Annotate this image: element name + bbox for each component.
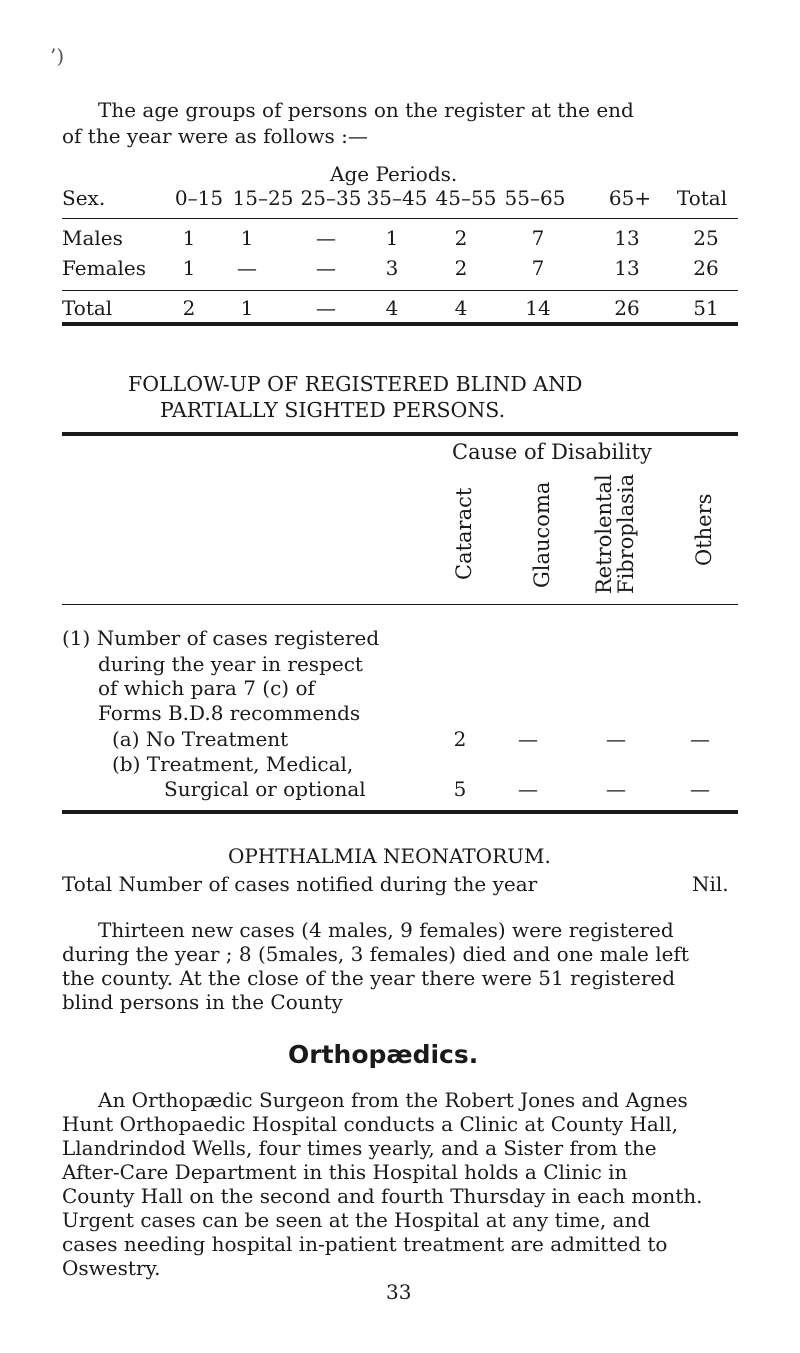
paragraph-line: Oswestry. xyxy=(62,1256,161,1280)
row-label: Surgical or optional xyxy=(164,777,366,801)
cell: — xyxy=(518,727,538,751)
page-number: 33 xyxy=(386,1280,412,1304)
paragraph-line: blind persons in the County xyxy=(62,990,343,1014)
row-label: Females xyxy=(62,256,147,280)
cell: 13 xyxy=(614,226,640,250)
cell: 2 xyxy=(454,256,468,280)
row-label: (b) Treatment, Medical, xyxy=(112,752,354,776)
cell: — xyxy=(606,727,626,751)
cell: 2 xyxy=(454,226,468,250)
cell: 1 xyxy=(240,226,254,250)
item-text: (1) Number of cases registered xyxy=(62,626,380,650)
cell: 1 xyxy=(385,226,399,250)
cell: 2 xyxy=(453,727,467,751)
intro-line-1: The age groups of persons on the register at the end xyxy=(98,98,634,122)
age-periods-heading: Age Periods. xyxy=(330,162,458,186)
cell: 5 xyxy=(453,777,467,801)
cell: — xyxy=(316,226,336,250)
col-header-retrolental: Retrolental xyxy=(592,474,616,594)
table-rule xyxy=(62,432,738,436)
cell: — xyxy=(606,777,626,801)
cell: — xyxy=(518,777,538,801)
col-header-glaucoma: Glaucoma xyxy=(530,481,554,588)
cell: 51 xyxy=(693,296,719,320)
paragraph-line: Urgent cases can be seen at the Hospital at any time, and xyxy=(62,1208,651,1232)
cell: 1 xyxy=(182,256,196,280)
col-header-fibroplasia: Fibroplasia xyxy=(614,473,638,594)
cell: — xyxy=(237,256,257,280)
cell: — xyxy=(690,777,710,801)
table-rule xyxy=(62,810,738,814)
section-heading: OPHTHALMIA NEONATORUM. xyxy=(228,844,551,868)
item-text: of which para 7 (c) of xyxy=(98,676,315,700)
cell: — xyxy=(690,727,710,751)
table-rule xyxy=(62,322,738,326)
col-header: 0–15 xyxy=(174,186,224,210)
cell: 13 xyxy=(614,256,640,280)
table-rule xyxy=(62,604,738,605)
cell: 4 xyxy=(385,296,399,320)
section-title: PARTIALLY SIGHTED PERSONS. xyxy=(160,398,506,422)
col-header: 35–45 xyxy=(366,186,428,210)
paragraph-line: Llandrindod Wells, four times yearly, and a Sister from the xyxy=(62,1136,657,1160)
cell: 2 xyxy=(182,296,196,320)
cell: 3 xyxy=(385,256,399,280)
table-rule xyxy=(62,218,738,219)
cell: 26 xyxy=(693,256,719,280)
paragraph-line: An Orthopædic Surgeon from the Robert Jones and Agnes xyxy=(98,1088,688,1112)
total-cases-label: Total Number of cases notified during the year xyxy=(62,872,538,896)
cause-heading: Cause of Disability xyxy=(452,440,652,464)
row-label: Total xyxy=(62,296,113,320)
cell: 1 xyxy=(182,226,196,250)
cell: 26 xyxy=(614,296,640,320)
item-text: Forms B.D.8 recommends xyxy=(98,701,361,725)
cell: 25 xyxy=(693,226,719,250)
intro-line-2: of the year were as follows :— xyxy=(62,124,368,148)
col-header: 65+ xyxy=(608,186,652,210)
col-header: 45–55 xyxy=(435,186,497,210)
paragraph-line: cases needing hospital in-patient treatment are admitted to xyxy=(62,1232,668,1256)
table-rule xyxy=(62,290,738,291)
section-heading: Orthopædics. xyxy=(288,1040,479,1069)
paragraph-line: After-Care Department in this Hospital holds a Clinic in xyxy=(62,1160,628,1184)
col-header-others: Others xyxy=(692,493,716,566)
cell: — xyxy=(316,256,336,280)
paragraph-line: Thirteen new cases (4 males, 9 females) were registered xyxy=(98,918,674,942)
row-label: (a) No Treatment xyxy=(112,727,289,751)
row-label: Males xyxy=(62,226,123,250)
col-header: 15–25 xyxy=(232,186,294,210)
col-header-cataract: Cataract xyxy=(452,487,476,580)
col-header: Sex. xyxy=(62,186,106,210)
item-text: during the year in respect xyxy=(98,652,363,676)
col-header: 25–35 xyxy=(300,186,362,210)
page-mark: ’) xyxy=(50,44,65,68)
cell: 1 xyxy=(240,296,254,320)
cell: 7 xyxy=(531,226,545,250)
cell: 7 xyxy=(531,256,545,280)
cell: — xyxy=(316,296,336,320)
paragraph-line: County Hall on the second and fourth Thursday in each month. xyxy=(62,1184,703,1208)
paragraph-line: Hunt Orthopaedic Hospital conducts a Clinic at County Hall, xyxy=(62,1112,679,1136)
paragraph-line: during the year ; 8 (5males, 3 females) died and one male left xyxy=(62,942,689,966)
col-header: Total xyxy=(676,186,728,210)
cell: 4 xyxy=(454,296,468,320)
cell: 14 xyxy=(525,296,551,320)
paragraph-line: the county. At the close of the year there were 51 registered xyxy=(62,966,676,990)
total-cases-value: Nil. xyxy=(692,872,729,896)
section-title: FOLLOW-UP OF REGISTERED BLIND AND xyxy=(128,372,583,396)
col-header: 55–65 xyxy=(504,186,566,210)
